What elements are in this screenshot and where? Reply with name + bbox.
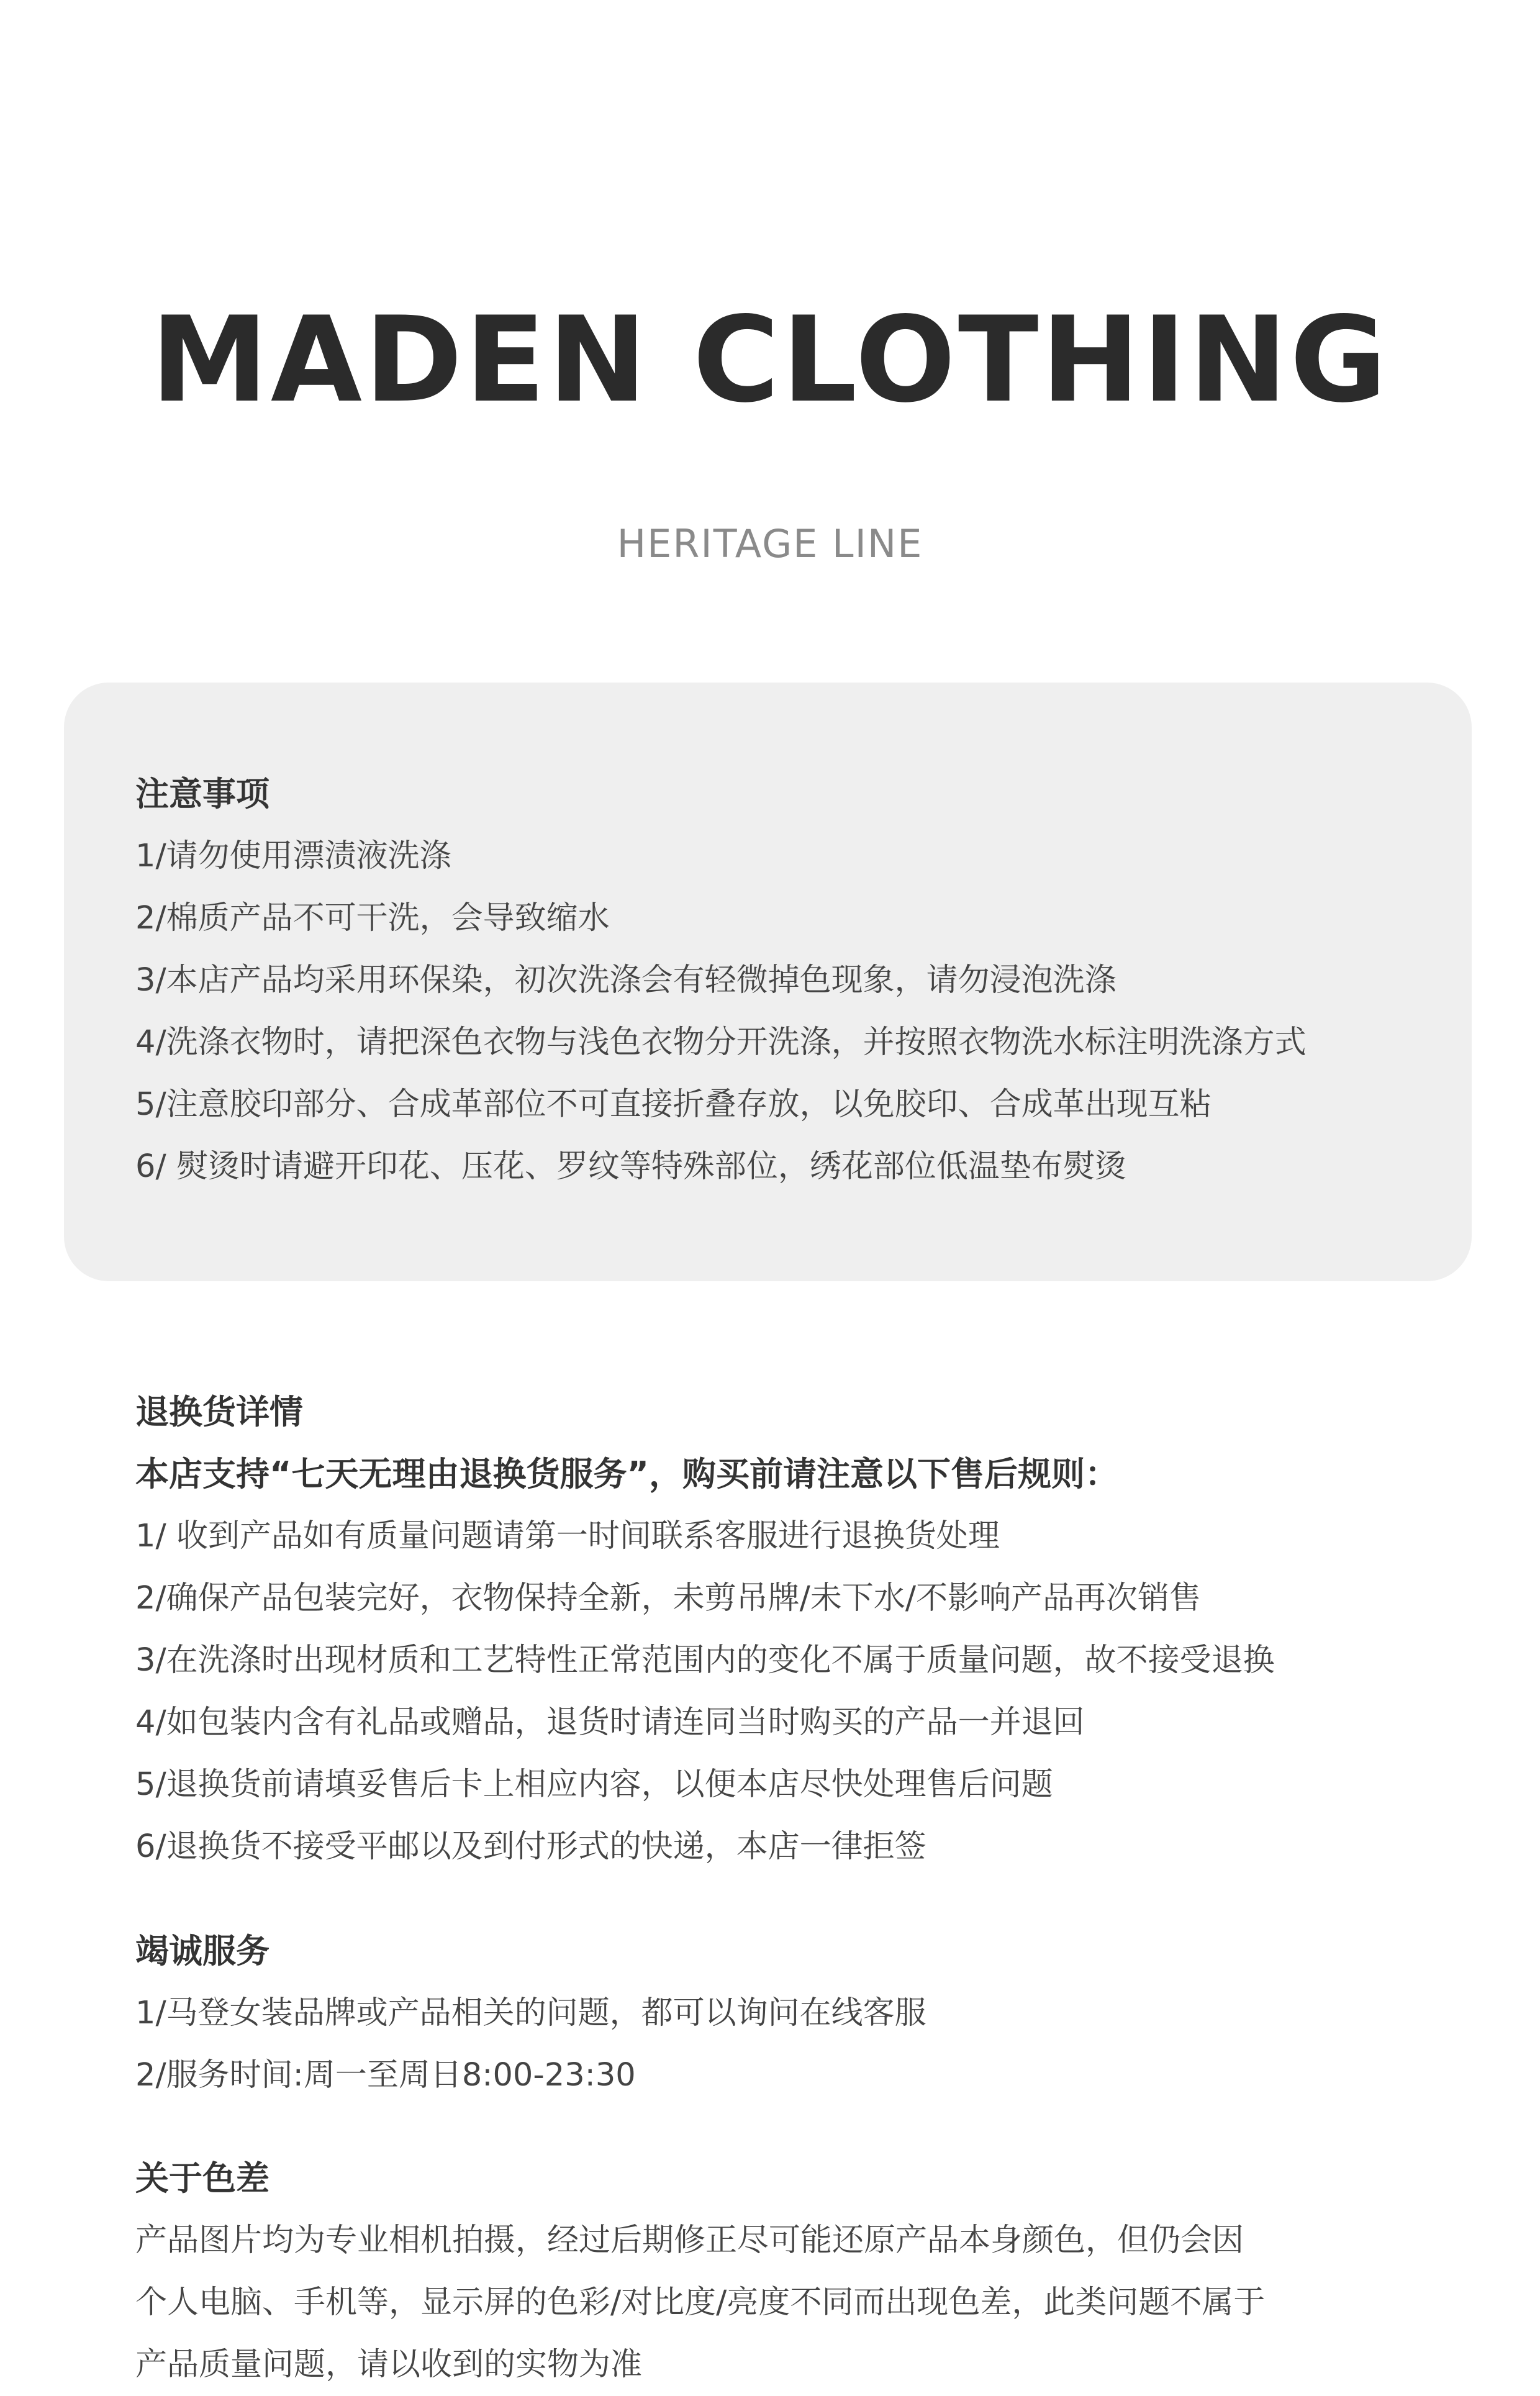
returns-item: 1/ 收到产品如有质量问题请第一时间联系客服进行退换货处理 — [135, 1518, 1000, 1554]
color-difference-line: 个人电脑、手机等，显示屏的色彩/对比度/亮度不同而出现色差，此类问题不属于 — [135, 2284, 1266, 2321]
returns-item: 3/在洗涤时出现材质和工艺特性正常范围内的变化不属于质量问题，故不接受退换 — [135, 1642, 1275, 1679]
care-notice-item: 2/棉质产品不可干洗，会导致缩水 — [135, 900, 610, 937]
returns-item: 6/退换货不接受平邮以及到付形式的快递，本店一律拒签 — [135, 1828, 926, 1865]
service-item: 1/马登女装品牌或产品相关的问题，都可以询问在线客服 — [135, 1995, 926, 2031]
service-section — [135, 1920, 1477, 2107]
service-heading: 竭诚服务 — [135, 1931, 270, 1971]
service-item: 2/服务时间:周一至周日8:00-23:30 — [135, 2057, 636, 2094]
color-difference-line: 产品图片均为专业相机拍摄，经过后期修正尽可能还原产品本身颜色，但仍会因 — [135, 2222, 1244, 2259]
brand-title: MADEN CLOTHING — [150, 291, 1390, 429]
care-notice-item: 4/洗涤衣物时，请把深色衣物与浅色衣物分开洗涤，并按照衣物洗水标注明洗涤方式 — [135, 1024, 1307, 1061]
care-notice-item: 6/ 熨烫时请避开印花、压花、罗纹等特殊部位，绣花部位低温垫布熨烫 — [135, 1148, 1126, 1185]
returns-subheading: 本店支持“七天无理由退换货服务”，购买前请注意以下售后规则： — [135, 1454, 1118, 1494]
care-notice-section — [135, 763, 1477, 1198]
color-difference-line: 产品质量问题，请以收到的实物为准 — [135, 2346, 643, 2383]
care-notice-item: 5/注意胶印部分、合成革部位不可直接折叠存放，以免胶印、合成革出现互粘 — [135, 1086, 1212, 1123]
color-difference-section — [135, 2148, 1477, 2396]
returns-item: 5/退换货前请填妥售后卡上相应内容，以便本店尽快处理售后问题 — [135, 1766, 1053, 1803]
care-notice-item: 3/本店产品均采用环保染，初次洗涤会有轻微掉色现象，请勿浸泡洗涤 — [135, 962, 1116, 999]
color-difference-heading: 关于色差 — [135, 2159, 270, 2198]
returns-section — [135, 1381, 1477, 1878]
returns-item: 2/确保产品包装完好，衣物保持全新，未剪吊牌/未下水/不影响产品再次销售 — [135, 1580, 1201, 1617]
returns-heading: 退换货详情 — [135, 1392, 303, 1432]
care-notice-item: 1/请勿使用漂渍液洗涤 — [135, 838, 451, 874]
care-notice-heading: 注意事项 — [135, 774, 270, 814]
brand-subtitle: HERITAGE LINE — [617, 521, 923, 566]
returns-item: 4/如包装内含有礼品或赠品，退货时请连同当时购买的产品一并退回 — [135, 1704, 1085, 1741]
